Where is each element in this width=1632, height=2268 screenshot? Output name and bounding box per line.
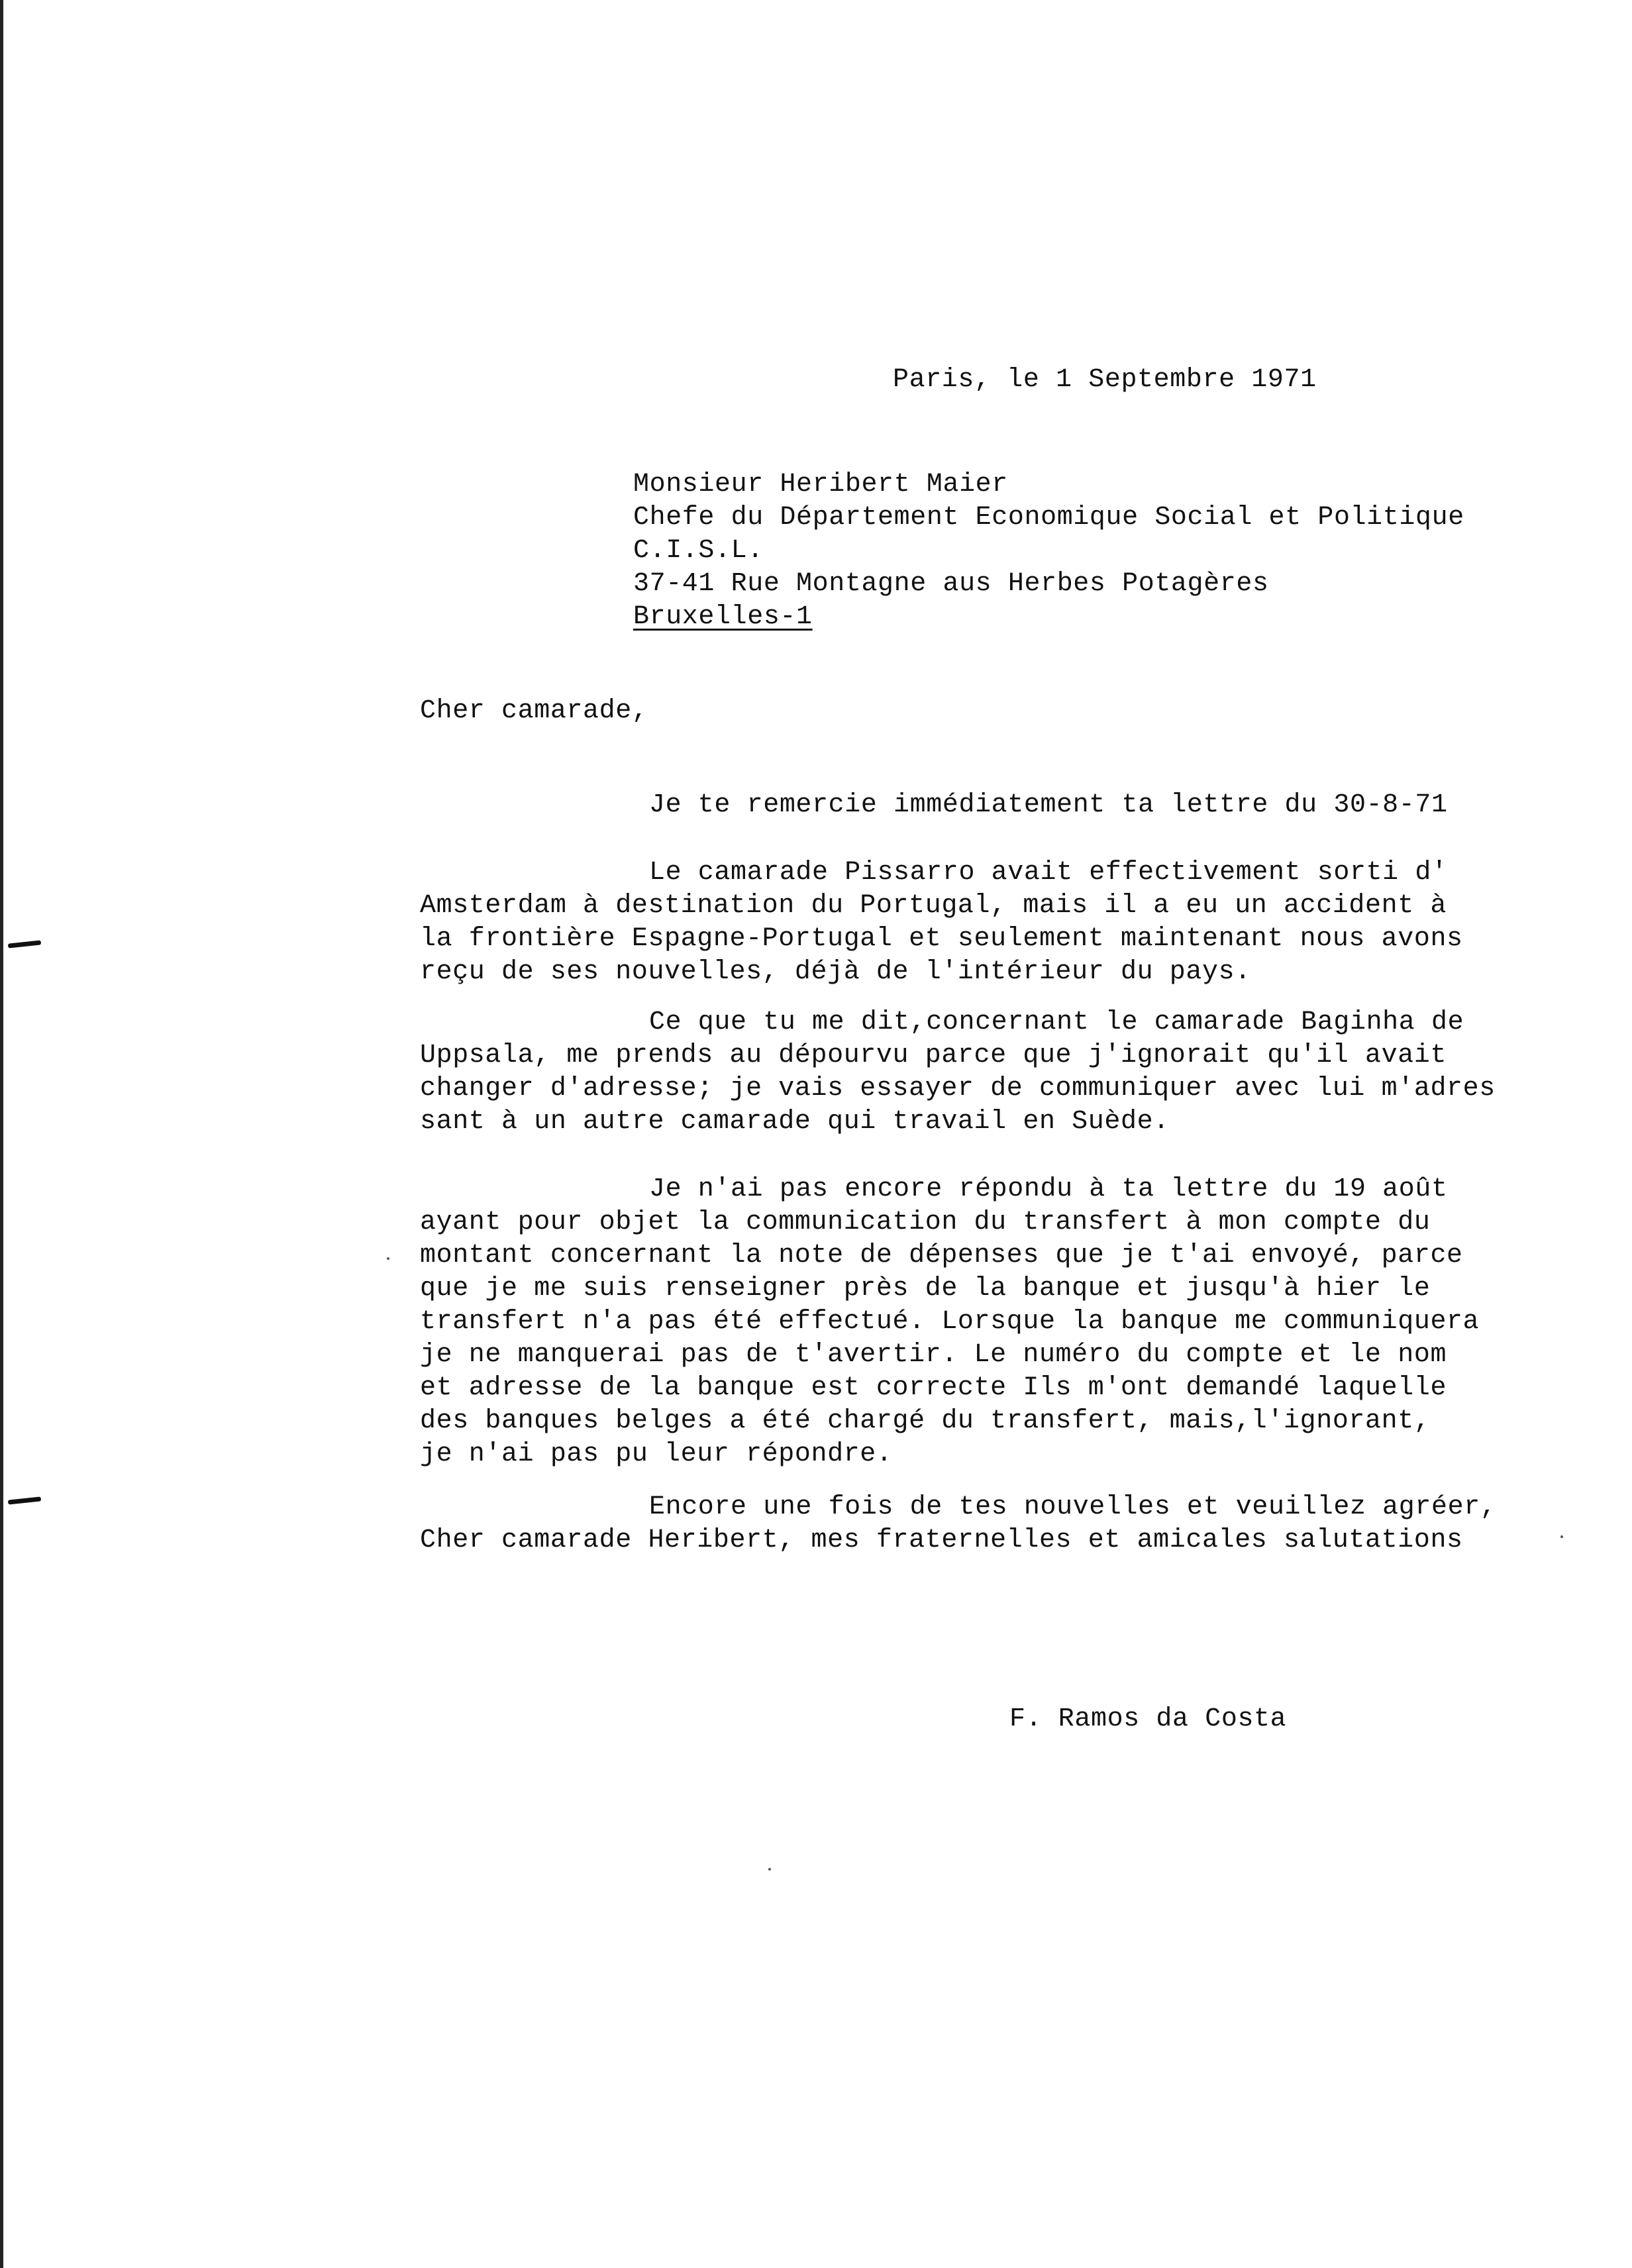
salutation: Cher camarade, xyxy=(420,696,648,726)
paragraph-4-line: transfert n'a pas été effectué. Lorsque la banque me communiquera xyxy=(420,1307,1480,1337)
paragraph-2-line: la frontière Espagne-Portugal et seulement maintenant nous avons xyxy=(420,924,1463,954)
paragraph-4-line: montant concernant la note de dépenses que je t'ai envoyé, parce xyxy=(420,1241,1463,1270)
recipient-street: 37-41 Rue Montagne aus Herbes Potagères xyxy=(633,569,1269,599)
paragraph-4-line: des banques belges a été chargé du transfert, mais,l'ignorant, xyxy=(420,1406,1431,1436)
paragraph-3-line: Uppsala, me prends au dépourvu parce que j'ignorait qu'il avait xyxy=(420,1041,1447,1070)
punch-hole-mark xyxy=(8,1496,41,1504)
paragraph-3-line: changer d'adresse; je vais essayer de communiquer avec lui m'adres xyxy=(420,1074,1496,1104)
paragraph-5-line: Encore une fois de tes nouvelles et veuillez agréer, xyxy=(649,1492,1497,1522)
recipient-city: Bruxelles-1 xyxy=(633,602,813,632)
paragraph-1-line: Je te remercie immédiatement ta lettre du 30-8-71 xyxy=(649,790,1448,820)
paragraph-2-line: Le camarade Pissarro avait effectivement sorti d' xyxy=(649,858,1448,888)
ink-speck xyxy=(387,1257,389,1260)
paragraph-2-line: Amsterdam à destination du Portugal, mais il a eu un accident à xyxy=(420,891,1447,921)
paragraph-5-line: Cher camarade Heribert, mes fraternelles et amicales salutations xyxy=(420,1525,1463,1555)
paragraph-3-line: Ce que tu me dit,concernant le camarade Baginha de xyxy=(649,1007,1464,1037)
paragraph-4-line: je ne manquerai pas de t'avertir. Le numéro du compte et le nom xyxy=(420,1340,1447,1370)
paragraph-4-line: je n'ai pas pu leur répondre. xyxy=(420,1439,893,1469)
date-line: Paris, le 1 Septembre 1971 xyxy=(893,365,1317,395)
scan-left-edge xyxy=(0,0,3,2268)
recipient-name: Monsieur Heribert Maier xyxy=(633,470,1008,499)
paragraph-4-line: que je me suis renseigner près de la banque et jusqu'à hier le xyxy=(420,1274,1431,1304)
paragraph-3-line: sant à un autre camarade qui travail en Suède. xyxy=(420,1107,1170,1137)
ink-speck xyxy=(1560,1535,1563,1538)
punch-hole-mark xyxy=(8,940,41,948)
signature: F. Ramos da Costa xyxy=(1009,1704,1287,1734)
paragraph-4-line: ayant pour objet la communication du transfert à mon compte du xyxy=(420,1208,1431,1237)
recipient-organization: C.I.S.L. xyxy=(633,536,764,566)
paragraph-2-line: reçu de ses nouvelles, déjà de l'intérieur du pays. xyxy=(420,957,1251,987)
ink-speck xyxy=(768,1868,771,1871)
paragraph-4-line: et adresse de la banque est correcte Ils m'ont demandé laquelle xyxy=(420,1373,1447,1403)
recipient-title: Chefe du Département Economique Social et Politique xyxy=(633,503,1464,533)
paragraph-4-line: Je n'ai pas encore répondu à ta lettre du 19 août xyxy=(649,1174,1448,1204)
